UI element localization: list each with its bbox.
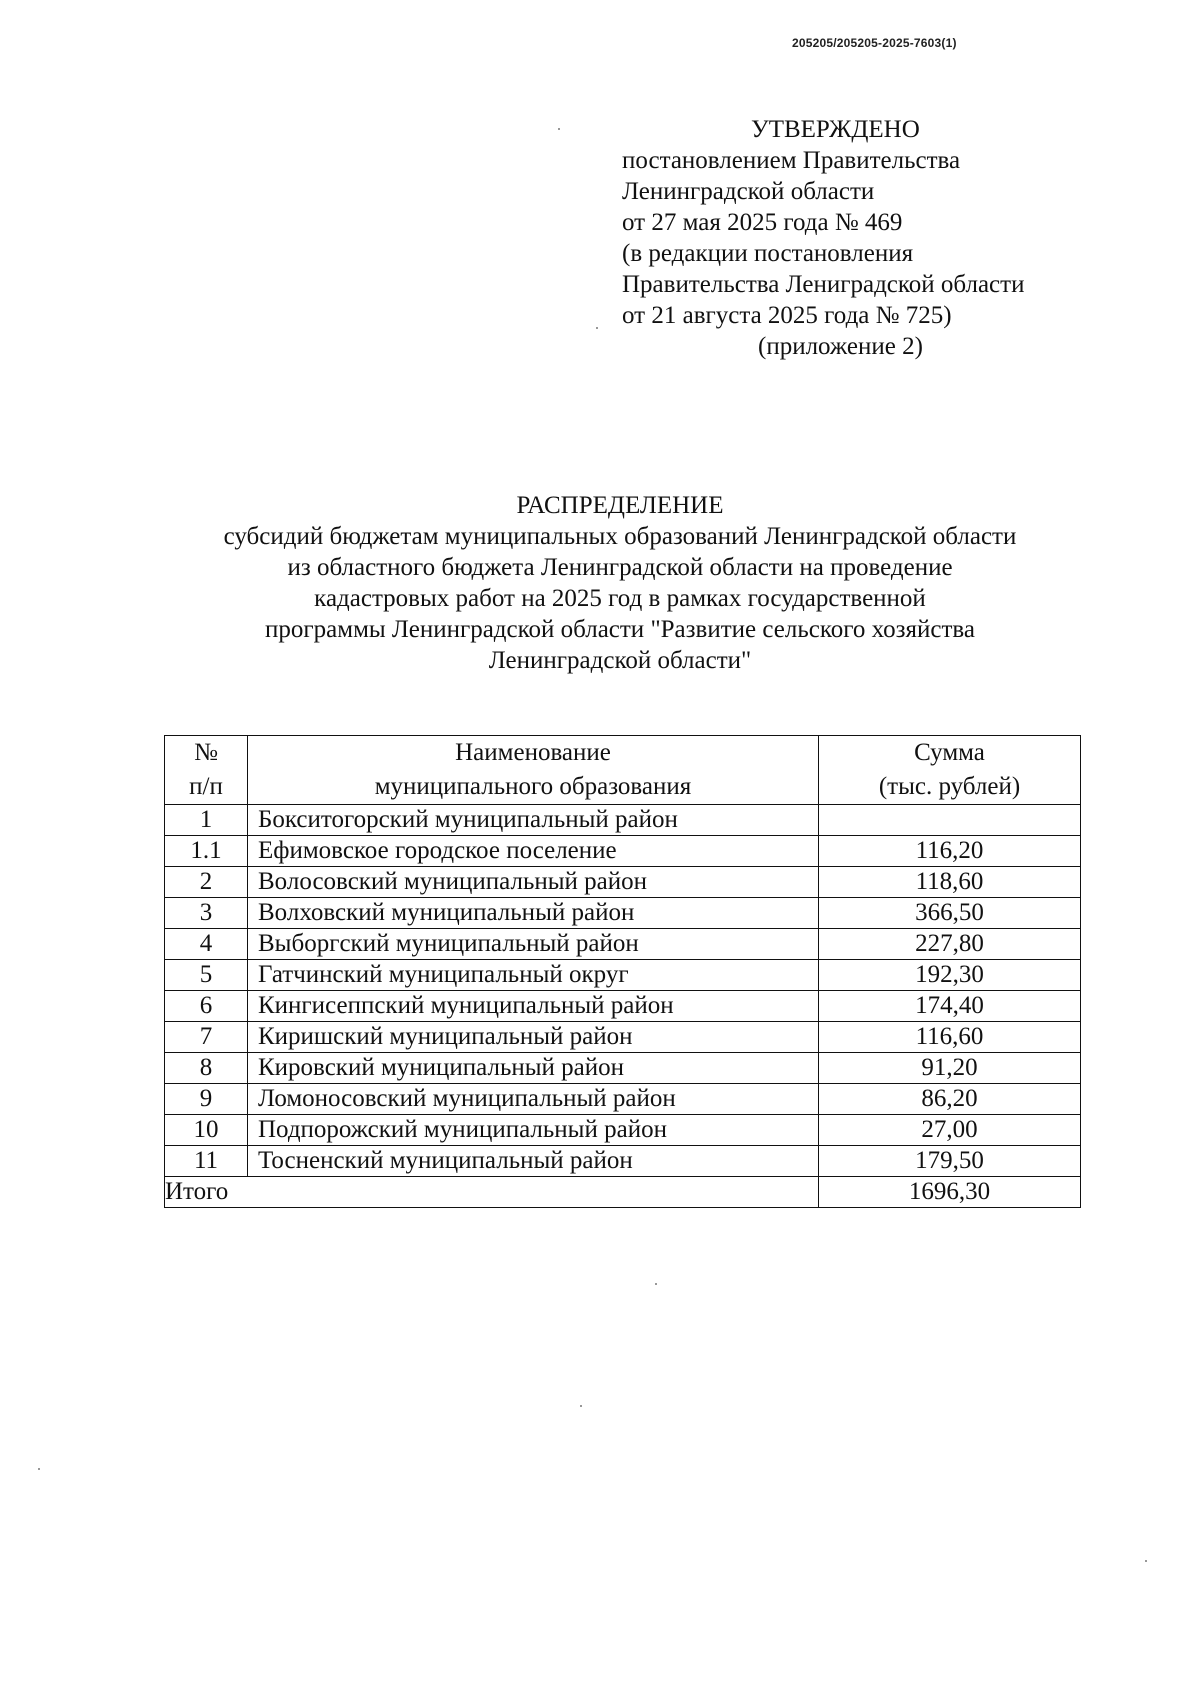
heading-line: Ленинградской области" xyxy=(488,647,752,674)
table-row xyxy=(165,836,1081,867)
row-sum xyxy=(819,805,1081,836)
header-number-line: № xyxy=(194,739,218,766)
table-header-row xyxy=(165,736,1081,805)
row-municipality: Выборгский муниципальный район xyxy=(248,929,819,960)
header-name-line: Наименование xyxy=(455,739,611,766)
approval-line: от 21 августа 2025 года № 725) xyxy=(622,302,952,329)
row-municipality: Подпорожский муниципальный район xyxy=(248,1115,819,1146)
approval-stamp-block xyxy=(622,114,1024,362)
table-row xyxy=(165,1084,1081,1115)
row-number: 1.1 xyxy=(165,836,248,867)
table-row xyxy=(165,1022,1081,1053)
approval-title: УТВЕРЖДЕНО xyxy=(751,116,920,143)
row-sum: 366,50 xyxy=(819,898,1081,929)
header-sum xyxy=(819,736,1081,805)
table-row xyxy=(165,867,1081,898)
total-label: Итого xyxy=(165,1177,819,1208)
header-sum-line: (тыс. рублей) xyxy=(878,773,1021,800)
approval-line: Ленинградской области xyxy=(622,178,875,205)
heading-line: из областного бюджета Ленинградской области на проведение xyxy=(287,554,953,581)
table-row xyxy=(165,1115,1081,1146)
row-number: 11 xyxy=(165,1146,248,1177)
row-municipality: Кировский муниципальный район xyxy=(248,1053,819,1084)
row-sum: 174,40 xyxy=(819,991,1081,1022)
row-number: 10 xyxy=(165,1115,248,1146)
approval-line: (в редакции постановления xyxy=(622,240,914,267)
row-number: 1 xyxy=(165,805,248,836)
row-sum: 91,20 xyxy=(819,1053,1081,1084)
row-sum: 116,60 xyxy=(819,1022,1081,1053)
row-municipality: Волосовский муниципальный район xyxy=(248,867,819,898)
row-number: 3 xyxy=(165,898,248,929)
document-heading xyxy=(0,490,1200,676)
approval-attachment-label: (приложение 2) xyxy=(758,333,923,360)
row-sum: 227,80 xyxy=(819,929,1081,960)
row-municipality: Ефимовское городское поселение xyxy=(248,836,819,867)
row-number: 4 xyxy=(165,929,248,960)
row-number: 6 xyxy=(165,991,248,1022)
header-number xyxy=(165,736,248,805)
row-number: 9 xyxy=(165,1084,248,1115)
row-sum: 179,50 xyxy=(819,1146,1081,1177)
table-row xyxy=(165,960,1081,991)
row-municipality: Тосненский муниципальный район xyxy=(248,1146,819,1177)
table-row xyxy=(165,1146,1081,1177)
row-sum: 118,60 xyxy=(819,867,1081,898)
table-row xyxy=(165,805,1081,836)
heading-line: субсидий бюджетам муниципальных образований Ленинградской области xyxy=(223,523,1017,550)
row-municipality: Кингисеппский муниципальный район xyxy=(248,991,819,1022)
total-sum: 1696,30 xyxy=(819,1177,1081,1208)
header-sum-line: Сумма xyxy=(914,739,985,766)
table-row xyxy=(165,1053,1081,1084)
row-sum: 86,20 xyxy=(819,1084,1081,1115)
approval-line: от 27 мая 2025 года № 469 xyxy=(622,209,903,236)
row-number: 5 xyxy=(165,960,248,991)
approval-line: постановлением Правительства xyxy=(622,147,961,174)
row-municipality: Волховский муниципальный район xyxy=(248,898,819,929)
table-row xyxy=(165,991,1081,1022)
header-name xyxy=(248,736,819,805)
row-number: 2 xyxy=(165,867,248,898)
row-municipality: Бокситогорский муниципальный район xyxy=(248,805,819,836)
row-municipality: Ломоносовский муниципальный район xyxy=(248,1084,819,1115)
heading-title: РАСПРЕДЕЛЕНИЕ xyxy=(516,492,724,519)
heading-line: кадастровых работ на 2025 год в рамках государственной xyxy=(314,585,926,612)
approval-line: Правительства Лениградской области xyxy=(622,271,1025,298)
header-number-line: п/п xyxy=(189,773,223,800)
table-row xyxy=(165,929,1081,960)
table-total-row xyxy=(165,1177,1081,1208)
header-name-line: муниципального образования xyxy=(374,773,692,800)
row-sum: 192,30 xyxy=(819,960,1081,991)
row-number: 8 xyxy=(165,1053,248,1084)
row-number: 7 xyxy=(165,1022,248,1053)
document-registration-number: 205205/205205-2025-7603(1) xyxy=(792,36,957,50)
table-row xyxy=(165,898,1081,929)
distribution-table xyxy=(164,735,1081,1208)
row-municipality: Гатчинский муниципальный округ xyxy=(248,960,819,991)
row-municipality: Киришский муниципальный район xyxy=(248,1022,819,1053)
heading-line: программы Ленинградской области "Развитие сельского хозяйства xyxy=(265,616,975,643)
row-sum: 116,20 xyxy=(819,836,1081,867)
row-sum: 27,00 xyxy=(819,1115,1081,1146)
